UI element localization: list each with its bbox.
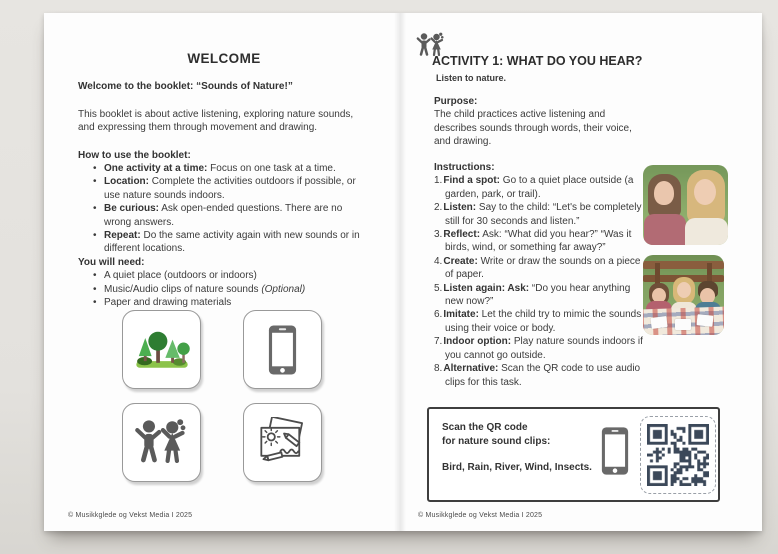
booklet-spread: [44, 13, 762, 531]
smartphone-icon: [268, 323, 297, 377]
qr-callout-box: [427, 407, 720, 502]
photo-detail: [644, 214, 686, 245]
photo-detail: [654, 181, 674, 205]
step-lead: Listen again: Ask:: [443, 282, 530, 294]
qr-line2: for nature sound clips:: [442, 435, 551, 447]
photo-detail: [694, 179, 716, 205]
instruction-step: [434, 282, 650, 309]
list-item: [104, 175, 370, 202]
activity-subtitle: Listen to nature.: [436, 73, 507, 83]
item-lead: Be curious:: [104, 203, 160, 215]
step-number: 2.: [434, 202, 443, 214]
step-text: Ask: “What did you hear?” “Was it birds, wind, or something far away?”: [445, 229, 632, 254]
list-item: [104, 162, 370, 175]
instruction-step: [434, 362, 650, 389]
item-lead: Repeat:: [104, 230, 141, 242]
photo-detail: [685, 218, 728, 245]
item-text: A quiet place (outdoors or indoors): [104, 270, 257, 282]
how-to-heading: How to use the booklet:: [78, 149, 191, 161]
instruction-step: [434, 174, 650, 201]
purpose-section: [434, 95, 642, 149]
item-text: Paper and drawing materials: [104, 297, 232, 309]
photo-children-listening: [643, 165, 728, 245]
qr-text: [442, 421, 592, 475]
purpose-text: The child practices active listening and describes sounds through words, their voice, and drawing.: [434, 109, 632, 148]
step-lead: Reflect:: [443, 229, 481, 241]
activity-title: ACTIVITY 1: WHAT DO YOU HEAR?: [432, 54, 643, 68]
step-text: Go to a quiet place outside (a garden, park, or trail).: [445, 175, 634, 200]
step-lead: Imitate:: [443, 309, 479, 321]
instructions-list: [434, 174, 650, 389]
list-item: [104, 202, 370, 229]
drawing-icon: [255, 417, 311, 468]
instruction-step: [434, 201, 650, 228]
left-page-content: [78, 52, 370, 310]
tile-audio: [243, 310, 322, 389]
tile-nature: [122, 310, 201, 389]
tile-children: [122, 403, 201, 482]
step-number: 4.: [434, 255, 443, 267]
step-lead: Alternative:: [443, 363, 499, 375]
photo-detail: [675, 319, 691, 330]
item-text: Ask open-ended questions. There are no wrong answers.: [104, 203, 343, 228]
trees-icon: [133, 328, 191, 371]
page-left: [44, 13, 400, 531]
item-text: Do the same activity again with new sounds or in different locations.: [104, 230, 360, 255]
qr-code: [640, 416, 716, 494]
step-lead: Create:: [443, 255, 478, 267]
step-lead: Find a spot:: [443, 175, 501, 187]
footer-right: © Musikkglede og Vekst Media I 2025: [418, 512, 543, 519]
children-icon: [134, 418, 190, 467]
list-item: [104, 229, 370, 256]
instruction-step: [434, 308, 650, 335]
item-lead: One activity at a time:: [104, 163, 208, 175]
step-text: Write or draw the sounds on a piece of paper.: [445, 255, 641, 281]
you-will-need-list: [78, 269, 370, 309]
photo-children-drawing: [643, 255, 724, 335]
step-text: Say to the child: “Let's be completely still for 30 seconds and listen.”: [445, 202, 642, 227]
list-item: [104, 283, 370, 296]
instructions-heading: Instructions:: [434, 162, 495, 173]
list-item: [104, 296, 370, 309]
step-number: 7.: [434, 336, 443, 348]
step-lead: Indoor option:: [443, 336, 512, 348]
footer-left: © Musikkglede og Vekst Media I 2025: [68, 512, 193, 519]
you-will-need-heading: You will need:: [78, 256, 145, 268]
item-text: Music/Audio clips of nature sounds: [104, 283, 262, 295]
step-number: 1.: [434, 175, 443, 187]
item-lead: Location:: [104, 176, 149, 188]
instruction-step: [434, 255, 650, 282]
instructions-section: [434, 161, 650, 389]
qr-code-pattern: [647, 424, 709, 486]
page-title: WELCOME: [187, 51, 261, 66]
step-text: Scan the QR code to use audio clips for this task.: [445, 363, 641, 388]
qr-line1: Scan the QR code: [442, 422, 528, 433]
item-italic: (Optional): [261, 283, 306, 295]
step-text: “Do you hear anything new now?”: [445, 282, 631, 308]
list-item: [104, 269, 370, 282]
tile-drawing: [243, 403, 322, 482]
step-text: Let the child try to mimic the sounds using their voice or body.: [445, 309, 642, 334]
photo-detail: [650, 316, 667, 329]
step-lead: Listen:: [443, 202, 477, 214]
photo-detail: [677, 282, 691, 298]
purpose-heading: Purpose:: [434, 96, 478, 107]
instruction-step: [434, 335, 650, 362]
instruction-step: [434, 228, 650, 255]
step-number: 6.: [434, 309, 443, 321]
how-to-list: [78, 162, 370, 256]
page-right: [400, 13, 762, 531]
photo-detail: [696, 314, 713, 327]
smartphone-icon: [601, 423, 629, 484]
step-text: Play nature sounds indoors if you cannot go outside.: [445, 336, 643, 361]
item-text: Complete the activities outdoors if possible, or use nature sounds indoors.: [104, 176, 356, 201]
qr-line3: Bird, Rain, River, Wind, Insects.: [442, 462, 592, 473]
intro-heading: Welcome to the booklet: “Sounds of Nature!”: [78, 81, 293, 93]
step-number: 8.: [434, 363, 443, 375]
item-text: Focus on one task at a time.: [207, 163, 336, 175]
step-number: 3.: [434, 229, 443, 241]
intro-paragraph: This booklet is about active listening, exploring nature sounds, and expressing them through movement and drawing.: [78, 108, 354, 134]
step-number: 5.: [434, 282, 443, 294]
